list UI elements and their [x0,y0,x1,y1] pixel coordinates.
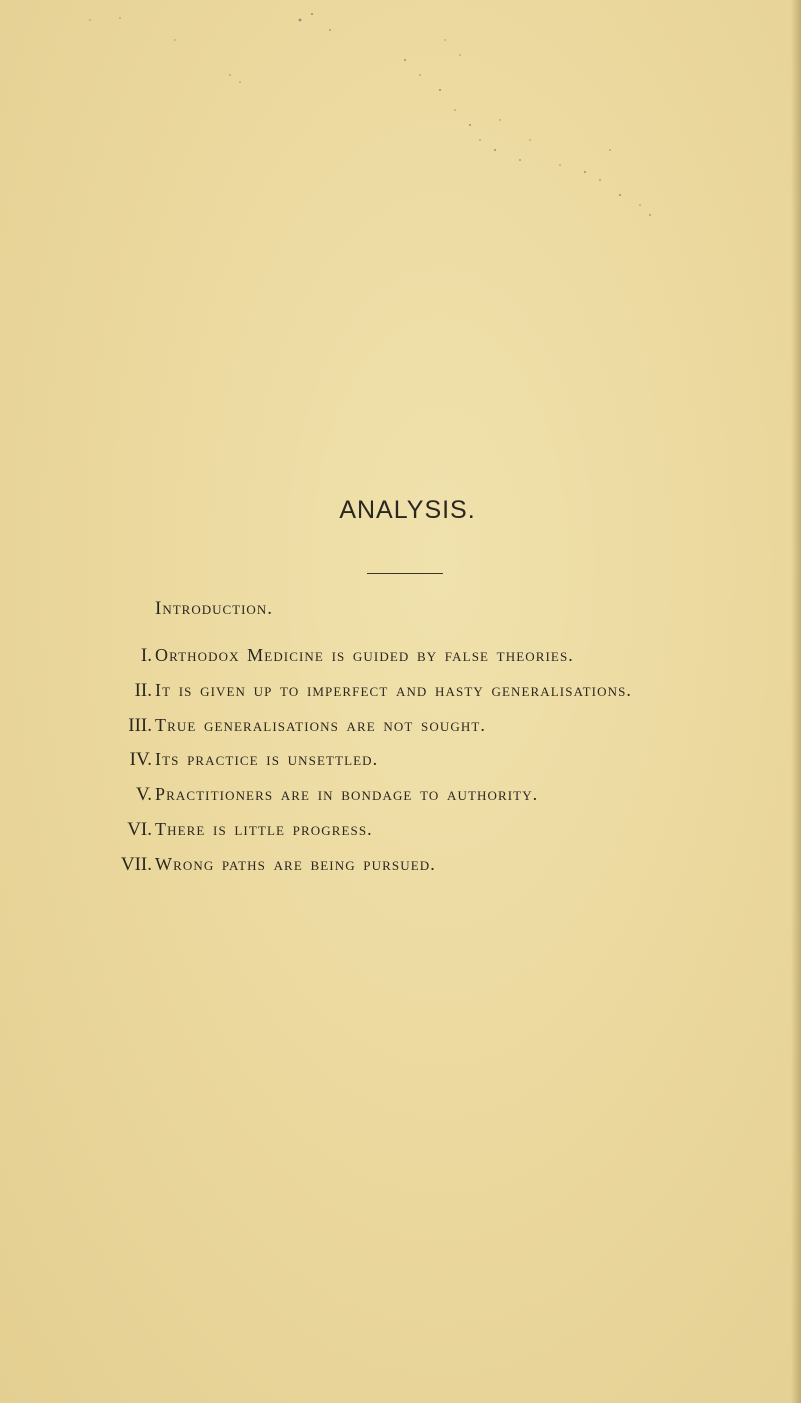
list-item [100,749,800,784]
item-text: There is little progress. [155,818,373,839]
list-item [100,854,800,889]
item-text: Practitioners are in bondage to authority. [155,784,539,805]
list-item [100,645,800,680]
analysis-list [100,645,800,889]
item-text: True generalisations are not sought. [155,714,486,735]
list-item [100,715,800,750]
item-numeral: V. [135,784,152,806]
page-title: ANALYSIS. [339,496,476,524]
list-item [100,819,800,854]
introduction-heading: Introduction. [155,598,273,619]
item-text: Wrong paths are being pursued. [155,853,436,874]
item-numeral: IV. [129,749,152,771]
item-text: Its practice is unsettled. [155,749,379,770]
paper-speckles [0,0,801,260]
title-divider [367,573,443,574]
item-text: Orthodox Medicine is guided by false theories. [155,645,574,665]
list-item [100,784,800,819]
item-numeral: I. [140,645,152,666]
list-item [100,680,800,715]
item-numeral: II. [134,679,152,701]
item-numeral: VII. [120,853,152,875]
item-text: It is given up to imperfect and hasty generalisations. [155,679,632,700]
item-numeral: VI. [127,818,152,840]
item-numeral: III. [128,714,152,736]
